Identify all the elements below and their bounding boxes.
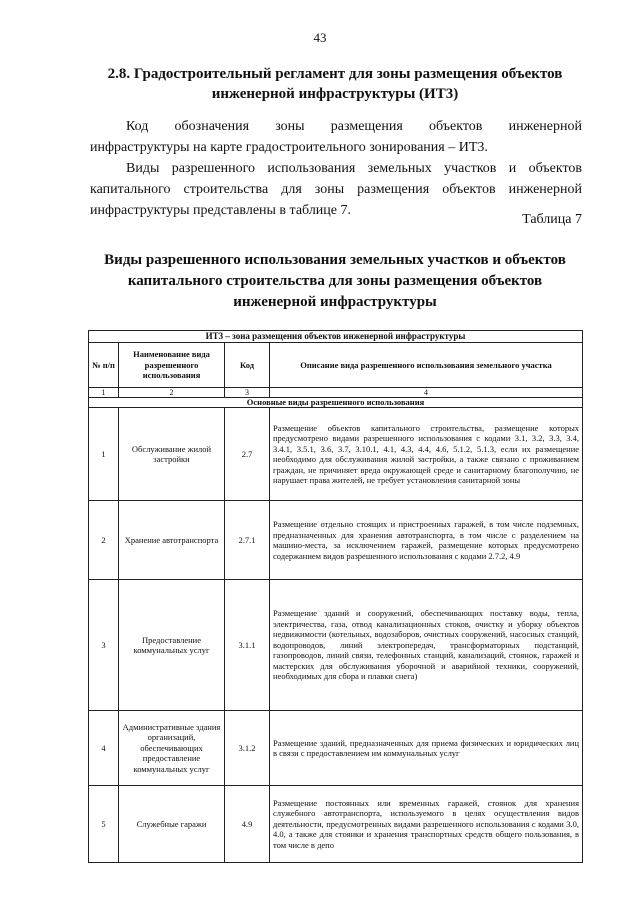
row-number: 2 <box>89 501 119 580</box>
zone-code-paragraph <box>90 116 582 158</box>
paragraph-line: Код обозначения зоны размещения объектов инженерной <box>126 119 582 134</box>
group-title: Основные виды разрешенного использования <box>89 398 583 408</box>
row-number: 5 <box>89 786 119 863</box>
permitted-use-paragraph <box>90 158 582 221</box>
table-row <box>89 711 583 786</box>
row-number: 3 <box>89 580 119 711</box>
column-number: 3 <box>225 388 270 398</box>
column-number: 1 <box>89 388 119 398</box>
header-name: Наименование вида разрешенного использования <box>119 343 225 388</box>
table-heading-line: инженерной инфраструктуры <box>233 294 437 310</box>
row-code: 2.7 <box>225 408 270 501</box>
header-desc: Описание вида разрешенного использования земельного участка <box>270 343 583 388</box>
row-name: Хранение автотранспорта <box>119 501 225 580</box>
row-number: 1 <box>89 408 119 501</box>
section-title-line: инженерной инфраструктуры (ИТ3) <box>211 86 459 102</box>
row-name: Предоставление коммунальных услуг <box>119 580 225 711</box>
table-row <box>89 408 583 501</box>
table-heading-line: капитального строительства для зоны размещения объектов <box>127 273 543 289</box>
row-name: Административные здания организаций, обеспечивающих предоставление коммунальных услуг <box>119 711 225 786</box>
section-title <box>90 64 580 104</box>
paragraph-line: инфраструктуры представлены в таблице 7. <box>90 203 352 218</box>
column-number: 2 <box>119 388 225 398</box>
table-header-row <box>89 343 583 388</box>
row-description: Размещение объектов капитального строительства, размещение которых предусмотрено видами разрешенного использования с кодами 3.1, 3.2, 3.3, 3.4, 3.4.1, 3.5.1, 3.6, 3.7, 3.10.1, 4.1, 4.3, 4.4, 4.6, 5.1.2, 5.1.3, если их размещение необходимо для обслуживания жилой застройки, а также связано с проживанием граждан, не причиняет вреда окружающей среде и санитарному благополучию, не нарушает права жителей, не требует установления санитарной зоны <box>270 408 583 501</box>
row-description: Размещение зданий и сооружений, обеспечивающих поставку воды, тепла, электричества, газа, отвод канализационных стоков, очистку и уборку объектов недвижимости (котельных, водозаборов, очистных сооружений, насосных станций, водопроводов, линий электропередач, трансформаторных подстанций, газопроводов, линий связи, телефонных станций, канализаций, стоянок, гаражей и мастерских для обслуживания уборочной и аварийной техники, сооружений, необходимых для сбора и плавки снега) <box>270 580 583 711</box>
table-label: Таблица 7 <box>522 212 582 227</box>
row-code: 4.9 <box>225 786 270 863</box>
row-name: Обслуживание жилой застройки <box>119 408 225 501</box>
paragraph-line: Виды разрешенного использования земельных участков и объектов <box>126 161 582 176</box>
header-num: № п/п <box>89 343 119 388</box>
row-code: 3.1.1 <box>225 580 270 711</box>
zone-title: ИТ3 – зона размещения объектов инженерной инфраструктуры <box>89 331 583 343</box>
paragraph-line: капитального строительства для зоны размещения объектов инженерной <box>90 182 582 197</box>
row-number: 4 <box>89 711 119 786</box>
page-number: 43 <box>313 30 327 45</box>
table-row <box>89 580 583 711</box>
row-code: 3.1.2 <box>225 711 270 786</box>
column-number: 4 <box>270 388 583 398</box>
row-name: Служебные гаражи <box>119 786 225 863</box>
row-code: 2.7.1 <box>225 501 270 580</box>
permitted-use-table <box>88 330 583 863</box>
table-heading <box>90 250 580 313</box>
paragraph-line: инфраструктуры на карте градостроительного зонирования – ИТ3. <box>90 140 488 155</box>
table-row <box>89 501 583 580</box>
zone-title-row <box>89 331 583 343</box>
header-code: Код <box>225 343 270 388</box>
group-title-row <box>89 398 583 408</box>
row-description: Размещение зданий, предназначенных для приема физических и юридических лиц в связи с предоставлением им коммунальных услуг <box>270 711 583 786</box>
row-description: Размещение отдельно стоящих и пристроенных гаражей, в том числе подземных, предназначенных для хранения автотранспорта, в том числе с разделением на машино-места, за исключением гаражей, размещение которых предусмотрено содержанием видов разрешенного использования с кодами 2.7.2, 4.9 <box>270 501 583 580</box>
row-description: Размещение постоянных или временных гаражей, стоянок для хранения служебного автотранспорта, используемого в целях осуществления видов деятельности, предусмотренных видами разрешенного использования с кодами 3.0, 4.0, а также для стоянки и хранения транспортных средств общего пользования, в том числе в депо <box>270 786 583 863</box>
section-title-line: 2.8. Градостроительный регламент для зоны размещения объектов <box>107 66 563 82</box>
column-number-row <box>89 388 583 398</box>
table-row <box>89 786 583 863</box>
table-heading-line: Виды разрешенного использования земельных участков и объектов <box>104 252 566 268</box>
